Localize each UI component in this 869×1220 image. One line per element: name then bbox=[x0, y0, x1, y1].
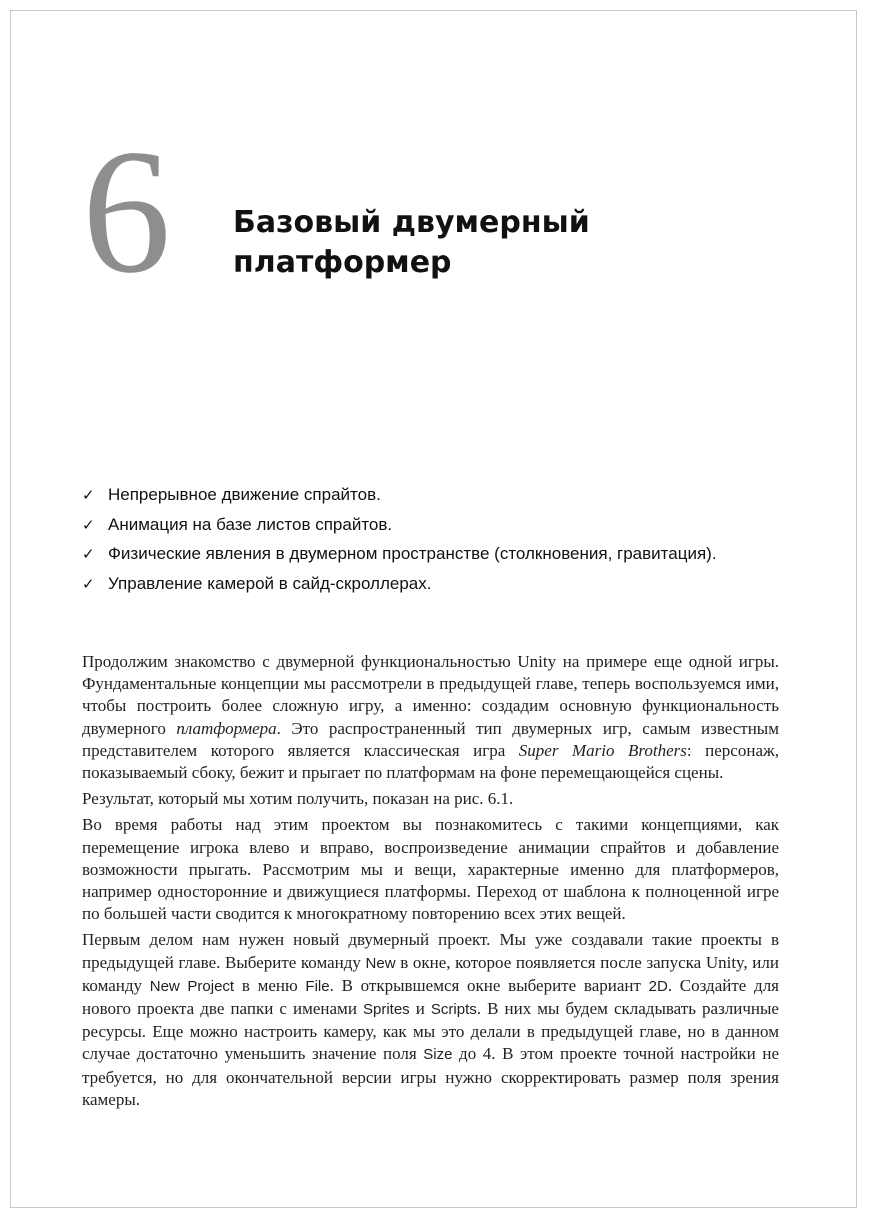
list-item-text: Анимация на базе листов спрайтов. bbox=[108, 514, 393, 534]
text-run: . Создайте для нового проекта две папки с именами bbox=[82, 975, 780, 1019]
body-text bbox=[82, 651, 779, 1115]
text-run: и bbox=[409, 999, 431, 1019]
ui-term-size: Size bbox=[423, 1046, 453, 1064]
text-run: до 4. В этом проекте точной настройки не требуется, но для окончательной версии игры нужно скорректировать размер поля зрения камеры. bbox=[82, 1044, 779, 1109]
ui-term-file: File bbox=[305, 977, 330, 995]
ui-term-new: New bbox=[365, 954, 396, 972]
list-item-text: Физические явления в двумерном пространстве (столкновения, гравитация). bbox=[108, 544, 717, 563]
chapter-number: 6 bbox=[82, 112, 171, 310]
text-run: Первым делом нам нужен новый двумерный проект. Мы уже создавали такие проекты в предыдущей главе. Выберите команду bbox=[82, 930, 779, 972]
text-run: . В открывшемся окне выберите вариант bbox=[329, 975, 649, 995]
paragraph-result: Результат, который мы хотим получить, показан на рис. 6.1. bbox=[82, 789, 514, 809]
text-run: в окне, которое появляется после запуска Unity, или команду bbox=[82, 952, 779, 995]
text-run: Продолжим знакомство с двумерной функциональностью Unity на примере еще одной игры. Фундаментальные концепции мы рассмотрели в предыдущей главе, теперь воспользуемся ими, чтобы построить более сложную игру, а именно: создадим основную функциональность двумерного bbox=[82, 652, 779, 738]
list-item bbox=[82, 539, 717, 569]
chapter-title-line-1: Базовый двумерный bbox=[233, 205, 590, 240]
text-run: в меню bbox=[234, 975, 306, 995]
term-platformer: платформера bbox=[176, 718, 277, 738]
checkmark-icon: ✓ bbox=[82, 515, 95, 534]
checkmark-icon: ✓ bbox=[82, 545, 95, 563]
paragraph-intro bbox=[82, 651, 779, 784]
text-run: : персонаж, показываемый сбоку, бежит и прыгает по платформам на фоне перемещающейся сцены. bbox=[82, 740, 779, 783]
text-run: . Это распространенный тип двумерных игр, самым известным представителем которого является классическая игра bbox=[82, 718, 779, 760]
paragraph-concepts: Во время работы над этим проектом вы познакомитесь с такими концепциями, как перемещение игрока влево и вправо, воспроизведение анимации спрайтов и добавление возможности прыгать. Рассмотрим мы и вещи, характерные именно для платформеров, например односторонние и движущиеся платформы. Переход от шаблона к полноценной игре по большей части сводится к многократному повторению всех этих вещей. bbox=[82, 815, 779, 924]
checkmark-icon: ✓ bbox=[82, 574, 95, 593]
list-item bbox=[82, 510, 717, 540]
chapter-title bbox=[233, 203, 590, 283]
paragraph-setup bbox=[82, 929, 779, 1111]
list-item-text: Непрерывное движение спрайтов. bbox=[108, 485, 381, 504]
ui-term-scripts: Scripts bbox=[430, 1001, 477, 1019]
ui-term-new-project: New Project bbox=[149, 977, 235, 995]
list-item bbox=[82, 569, 717, 599]
chapter-title-line-2: платформер bbox=[233, 245, 452, 280]
list-item-text: Управление камерой в сайд-скроллерах. bbox=[108, 573, 432, 593]
ui-term-sprites: Sprites bbox=[362, 1001, 410, 1019]
ui-term-2d: 2D bbox=[648, 977, 668, 995]
list-item bbox=[82, 480, 717, 510]
game-title: Super Mario Brothers bbox=[518, 740, 687, 760]
chapter-topics-list bbox=[82, 480, 717, 598]
checkmark-icon: ✓ bbox=[82, 486, 95, 504]
text-run: . В них мы будем складывать различные ресурсы. Еще можно настроить камеру, как мы это делали в предыдущей главе, но в данном случае достаточно уменьшить значение поля bbox=[82, 999, 779, 1064]
